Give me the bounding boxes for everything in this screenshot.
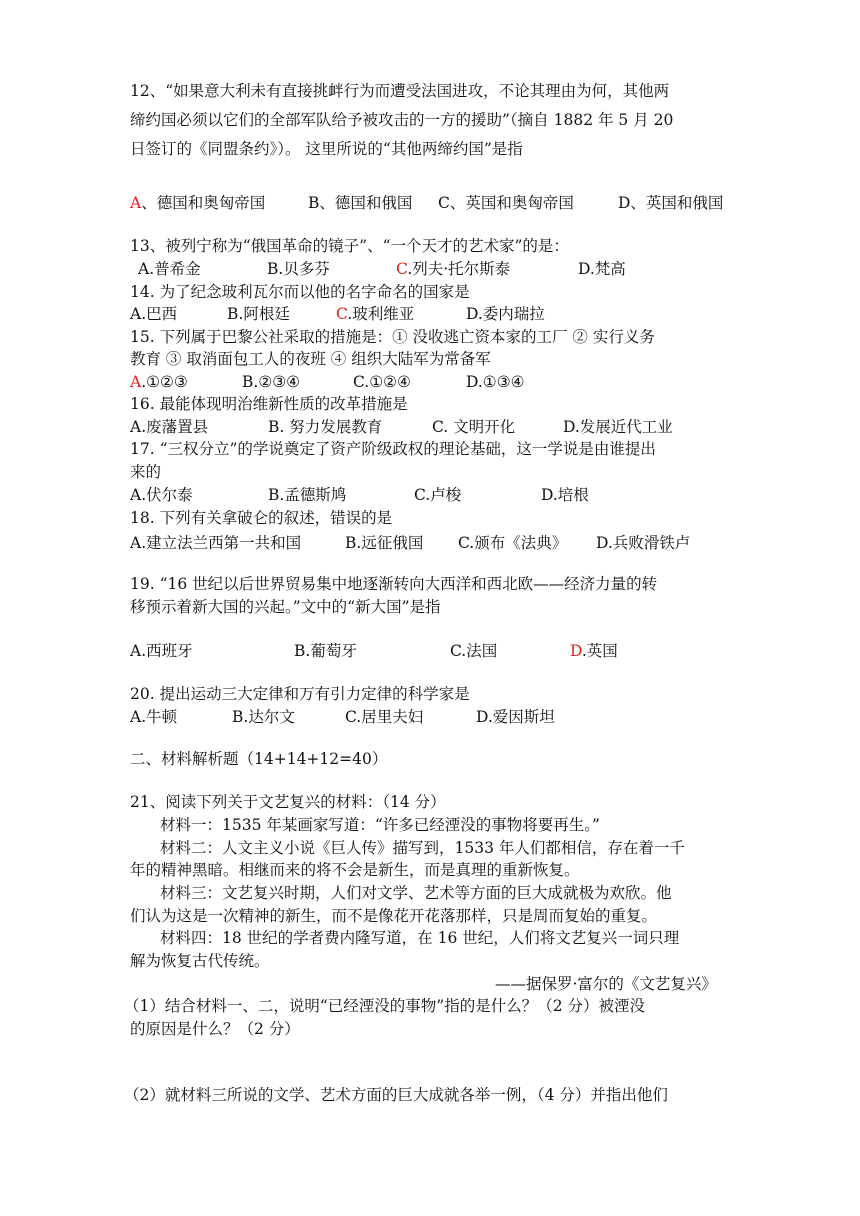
q13-option-d: D.梵高	[578, 260, 626, 278]
q20-option-a: A.牛顿	[130, 708, 178, 726]
q21-material-4-line-1: 材料四：18 世纪的学者费内隆写道，在 16 世纪，人们将文艺复兴一词只理	[160, 929, 680, 947]
q12-option-b: B、德国和俄国	[308, 194, 413, 212]
answer-letter: A	[130, 194, 142, 212]
q15-option-d: D.①③④	[466, 373, 525, 391]
q15-option-a: A.①②③	[130, 373, 188, 391]
q13-stem: 13、被列宁称为“俄国革命的镜子”、“一个天才的艺术家”的是：	[130, 237, 569, 255]
answer-letter: C	[396, 260, 408, 278]
q13-option-b: B.贝多芬	[267, 260, 330, 278]
q12-option-a: A、德国和奥匈帝国	[130, 194, 266, 212]
q19-option-b: B.葡萄牙	[294, 642, 357, 660]
q18-stem: 18. 下列有关拿破仑的叙述，错误的是	[130, 509, 393, 527]
q16-option-c: C. 文明开化	[432, 418, 516, 436]
q19-option-d: D.英国	[570, 642, 618, 660]
q16-option-a: A.废藩置县	[130, 418, 209, 436]
q21-source: ——据保罗·富尔的《文艺复兴》	[495, 975, 717, 993]
q13-option-c: C.列夫·托尔斯泰	[396, 260, 511, 278]
q14-stem: 14. 为了纪念玻利瓦尔而以他的名字命名的国家是	[130, 283, 470, 301]
q12-line-3: 日签订的《同盟条约》）。 这里所说的“其他两缔约国”是指	[130, 140, 523, 158]
q15-line-1: 15. 下列属于巴黎公社采取的措施是：① 没收逃亡资本家的工厂 ② 实行义务	[130, 328, 655, 346]
q21-subquestion-2: （2）就材料三所说的文学、艺术方面的巨大成就各举一例，（4 分）并指出他们	[124, 1086, 668, 1104]
answer-letter: D	[570, 642, 582, 660]
q18-option-b: B.远征俄国	[345, 534, 424, 552]
q21-subquestion-1-line-1: （1）结合材料一、二，说明“已经湮没的事物”指的是什么？（2 分）被湮没	[124, 997, 646, 1015]
q17-option-a: A.伏尔泰	[130, 486, 193, 504]
q17-option-c: C.卢梭	[414, 486, 462, 504]
q21-material-3-line-2: 们认为这是一次精神的新生，而不是像花开花落那样，只是周而复始的重复。	[130, 907, 658, 925]
q14-option-d: D.委内瑞拉	[466, 305, 545, 323]
section-heading: 二、材料解析题（14+14+12=40）	[130, 750, 388, 768]
q21-material-3-line-1: 材料三：文艺复兴时期，人们对文学、艺术等方面的巨大成就极为欢欣。他	[160, 884, 672, 902]
q21-material-2-line-2: 年的精神黑暗。相继而来的将不会是新生，而是真理的重新恢复。	[130, 861, 580, 879]
q20-option-b: B.达尔文	[232, 708, 295, 726]
q17-line-2: 来的	[130, 463, 162, 481]
q12-option-c: C、英国和奥匈帝国	[438, 194, 574, 212]
q15-line-2: 教育 ③ 取消面包工人的夜班 ④ 组织大陆军为常备军	[130, 350, 491, 368]
q21-subquestion-1-line-2: 的原因是什么？（2 分）	[130, 1020, 300, 1038]
q17-option-b: B.孟德斯鸠	[268, 486, 347, 504]
q17-line-1: 17. “三权分立”的学说奠定了资产阶级政权的理论基础，这一学说是由谁提出	[130, 440, 656, 458]
q20-stem: 20. 提出运动三大定律和万有引力定律的科学家是	[130, 685, 470, 703]
answer-letter: C	[336, 305, 348, 323]
q21-stem: 21、阅读下列关于文艺复兴的材料：（14 分）	[130, 793, 446, 811]
q13-option-a: A.普希金	[138, 260, 201, 278]
q14-option-a: A.巴西	[130, 305, 178, 323]
q14-option-b: B.阿根廷	[227, 305, 290, 323]
q16-option-d: D.发展近代工业	[563, 418, 673, 436]
q15-option-c: C.①②④	[353, 373, 411, 391]
q21-material-1: 材料一：1535 年某画家写道：“许多已经湮没的事物将要再生。”	[160, 816, 600, 834]
q12-line-1: 12、“如果意大利未有直接挑衅行为而遭受法国进攻，不论其理由为何，其他两	[130, 82, 670, 100]
answer-letter: A	[130, 373, 142, 391]
q21-material-2-line-1: 材料二：人文主义小说《巨人传》描写到，1533 年人们都相信，存在着一千	[160, 839, 685, 857]
q18-option-a: A.建立法兰西第一共和国	[130, 534, 302, 552]
q18-option-c: C.颁布《法典》	[458, 534, 568, 552]
q19-option-c: C.法国	[450, 642, 498, 660]
q18-option-d: D.兵败滑铁卢	[596, 534, 691, 552]
q12-option-d: D、英国和俄国	[618, 194, 724, 212]
q19-line-1: 19. “16 世纪以后世界贸易集中地逐渐转向大西洋和西北欧——经济力量的转	[130, 575, 658, 593]
q21-material-4-line-2: 解为恢复古代传统。	[130, 952, 270, 970]
q19-option-a: A.西班牙	[130, 642, 193, 660]
q14-option-c: C.玻利维亚	[336, 305, 415, 323]
q15-option-b: B.②③④	[242, 373, 301, 391]
q12-line-2: 缔约国必须以它们的全部军队给予被攻击的一方的援助”（摘自 1882 年 5 月 20	[130, 111, 674, 129]
q17-option-d: D.培根	[541, 486, 589, 504]
q16-stem: 16. 最能体现明治维新性质的改革措施是	[130, 395, 408, 413]
q16-option-b: B. 努力发展教育	[268, 418, 383, 436]
q20-option-d: D.爱因斯坦	[476, 708, 555, 726]
q19-line-2: 移预示着新大国的兴起。”文中的“新大国”是指	[130, 598, 441, 616]
q20-option-c: C.居里夫妇	[345, 708, 424, 726]
